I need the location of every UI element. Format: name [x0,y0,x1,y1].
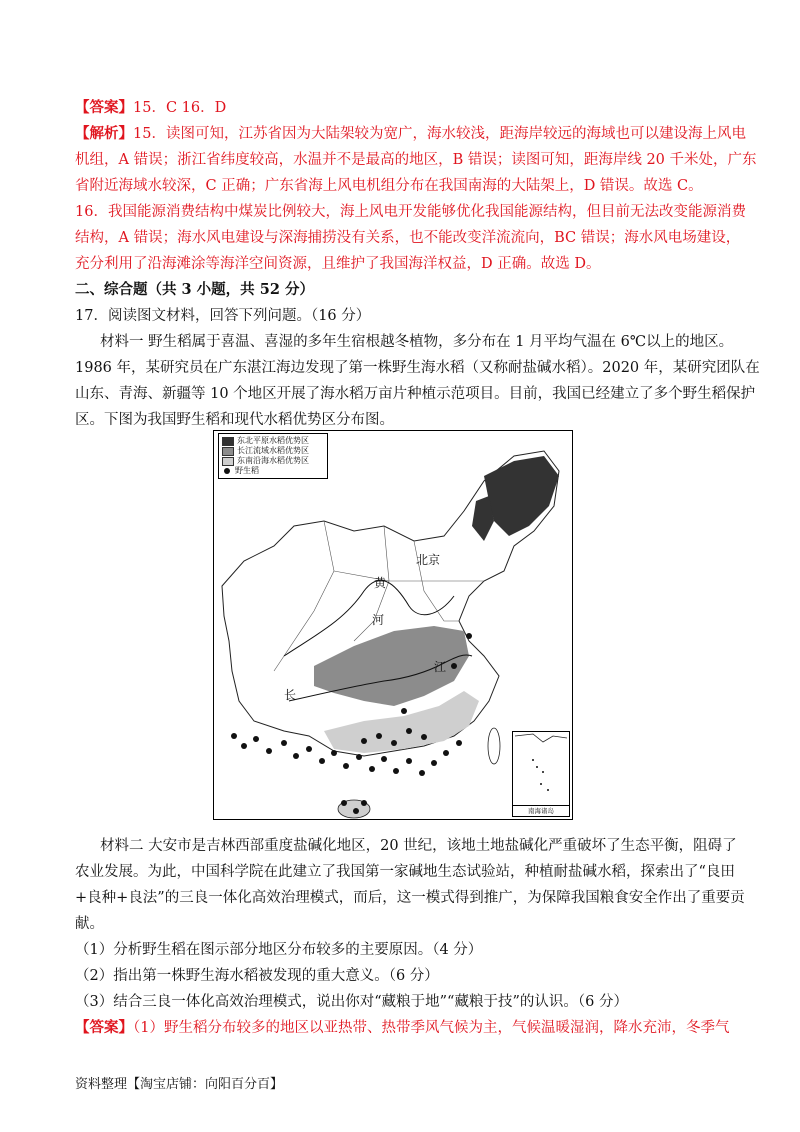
material1-line-3: 山东、青海、新疆等 10 个地区开展了海水稻万亩片种植示范项目。目前，我国已经建立了多个野生稻保护 [75,386,756,402]
rice-distribution-map [213,430,573,820]
analysis-line-5: 结构，A 错误；海水风电建设与深海捕捞没有关系，也不能改变洋流流向，BC 错误；海水风电场建设， [75,230,741,246]
sub-question-2: （2）指出第一株野生海水稻被发现的重大意义。（6 分） [75,968,439,984]
inset-graphic [513,732,569,802]
answer-17 [75,1018,730,1038]
legend-northeast: 东北平原水稻优势区 [222,436,324,446]
wild-rice-dot-icon [224,468,230,474]
material2-line-3: +良种+良法”的三良一体化高效治理模式，而后，这一模式得到推广，为保障我国粮食安全作出了重要贡 [75,890,745,906]
legend-southeast: 东南沿海水稻优势区 [222,456,324,466]
sub-question-3: （3）结合三良一体化高效治理模式，说出你对“藏粮于地”“藏粮于技”的认识。（6 分） [75,994,628,1010]
label-jiang: 江 [434,660,447,674]
legend-yangtze: 长江流域水稻优势区 [222,446,324,456]
material2-line-1: 材料二 大安市是吉林西部重度盐碱化地区，20 世纪，该地土地盐碱化严重破坏了生态平衡，阻碍了 [100,838,737,854]
q17-stem: 17．阅读图文材料，回答下列问题。（16 分） [75,308,371,324]
section-title: 二、综合题（共 3 小题，共 52 分） [75,281,314,298]
sub-question-1: （1）分析野生稻在图示部分地区分布较多的主要原因。（4 分） [75,942,483,958]
material2-line-2: 农业发展。为此，中国科学院在此建立了我国第一家碱地生态试验站，种植耐盐碱水稻，探索出了“良田 [75,864,735,880]
material1-line-1: 材料一 野生稻属于喜温、喜湿的多年生宿根越冬植物，多分布在 1 月平均气温在 6℃以上的地区。 [100,334,734,350]
analysis-line-6: 充分利用了沿海滩涂等海洋空间资源，且维护了我国海洋权益，D 正确。故选 D。 [75,256,601,272]
map-legend [218,433,328,479]
label-beijing: 北京 [416,553,441,567]
material2-line-4: 献。 [75,916,104,932]
label-chang: 长 [284,688,297,702]
analysis-line-2: 机组，A 错误；浙江省纬度较高，水温并不是最高的地区，B 错误；读图可知，距海岸线 20 千米处，广东 [75,152,757,168]
answer-15-16 [75,98,725,118]
answer-17-tag: 【答案】 [75,1019,133,1036]
legend-swatch-mid [222,447,234,456]
legend-swatch-light [222,457,234,466]
answer-17-text: （1）野生稻分布较多的地区以亚热带、热带季风气候为主，气候温暖湿润，降水充沛，冬季气 [133,1020,730,1036]
analysis-line-1: 【解析】15．读图可知，江苏省因为大陆架较为宽广，海水较浅，距海岸较远的海域也可以建设海上风电 [75,125,746,142]
material1-line-4: 区。下图为我国野生稻和现代水稻优势区分布图。 [75,412,394,428]
material1-line-2: 1986 年，某研究员在广东湛江海边发现了第一株野生海水稻（又称耐盐碱水稻）。2020 年，某研究团队在 [75,360,760,376]
analysis-line-4: 16．我国能源消费结构中煤炭比例较大，海上风电开发能够优化我国能源结构，但目前无法改变能源消费 [75,204,746,220]
label-huang: 黄 [374,576,387,590]
label-he: 河 [372,613,385,627]
analysis-tag: 【解析】 [75,125,133,142]
south-china-sea-inset [512,731,570,817]
inset-label: 南海诸岛 [513,805,569,815]
footer-source: 资料整理【淘宝店铺：向阳百分百】 [75,1077,284,1092]
analysis-line-3: 省附近海域水较深，C 正确；广东省海上风电机组分布在我国南海的大陆架上，D 错误。故选 C。 [75,178,703,194]
answer-tag: 【答案】 [75,99,133,116]
answer-text: 15．C 16．D [133,100,227,116]
legend-swatch-dark [222,437,234,446]
legend-wild-rice: 野生稻 [222,466,324,476]
